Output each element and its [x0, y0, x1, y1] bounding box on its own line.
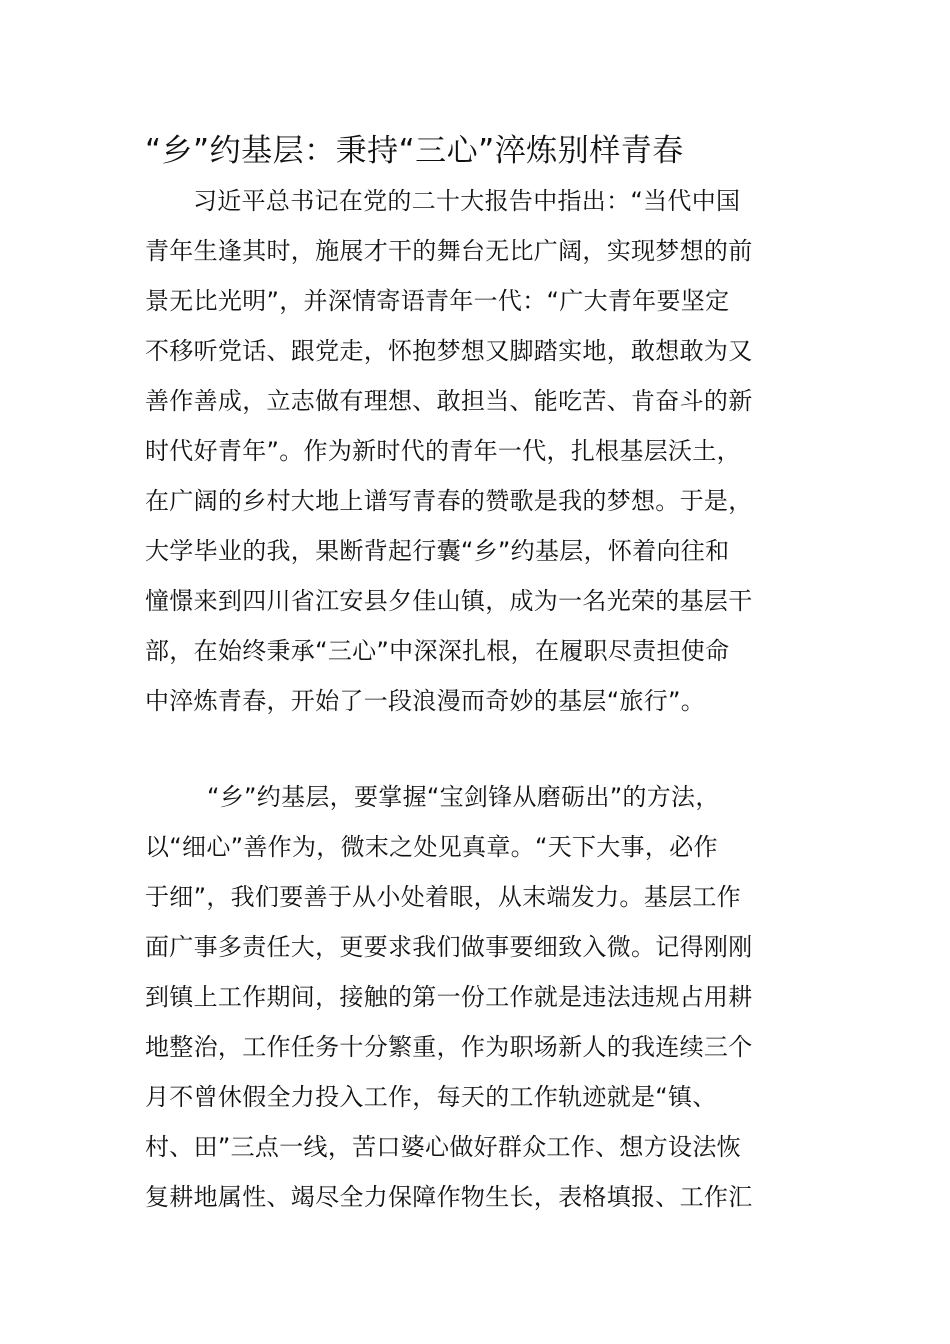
paragraph-line: 地整治，工作任务十分繁重，作为职场新人的我连续三个	[145, 1033, 753, 1061]
paragraph-line: 习近平总书记在党的二十大报告中指出：“当代中国	[193, 187, 741, 215]
paragraph-line: 面广事多责任大，更要求我们做事要细致入微。记得刚刚	[145, 933, 753, 961]
paragraph-2	[145, 772, 807, 1222]
paragraph-line: 复耕地属性、竭尽全力保障作物生长，表格填报、工作汇	[145, 1183, 753, 1211]
paragraph-line: 景无比光明”，并深情寄语青年一代：“广大青年要坚定	[145, 287, 730, 315]
paragraph-line: 以“细心”善作为，微末之处见真章。“天下大事，必作	[145, 833, 718, 861]
paragraph-line: 于细”，我们要善于从小处着眼，从末端发力。基层工作	[145, 883, 741, 911]
paragraph-line: “乡”约基层，要掌握“宝剑锋从磨砺出”的方法，	[207, 783, 720, 811]
paragraph-line: 到镇上工作期间，接触的第一份工作就是违法违规占用耕	[145, 983, 753, 1011]
paragraph-line: 不移听党话、跟党走，怀抱梦想又脚踏实地，敢想敢为又	[145, 337, 753, 365]
paragraph-1	[145, 176, 807, 726]
paragraph-line: 在广阔的乡村大地上谱写青春的赞歌是我的梦想。于是，	[145, 487, 753, 515]
paragraph-line: 月不曾休假全力投入工作，每天的工作轨迹就是“镇、	[145, 1083, 717, 1111]
document-title: “乡”约基层：秉持“三心”淬炼别样青春	[145, 133, 684, 169]
paragraph-line: 青年生逢其时，施展才干的舞台无比广阔，实现梦想的前	[145, 237, 753, 265]
paragraph-line: 时代好青年”。作为新时代的青年一代，扎根基层沃土，	[145, 437, 741, 465]
paragraph-line: 憧憬来到四川省江安县夕佳山镇，成为一名光荣的基层干	[145, 587, 753, 615]
paragraph-line: 善作善成，立志做有理想、敢担当、能吃苦、肯奋斗的新	[145, 387, 753, 415]
paragraph-line: 大学毕业的我，果断背起行囊“乡”约基层，怀着向往和	[145, 537, 730, 565]
paragraph-line: 村、田”三点一线，苦口婆心做好群众工作、想方设法恢	[145, 1133, 741, 1161]
paragraph-line: 部，在始终秉承“三心”中深深扎根，在履职尽责担使命	[145, 637, 730, 665]
paragraph-line: 中淬炼青春，开始了一段浪漫而奇妙的基层“旅行”。	[145, 687, 706, 715]
